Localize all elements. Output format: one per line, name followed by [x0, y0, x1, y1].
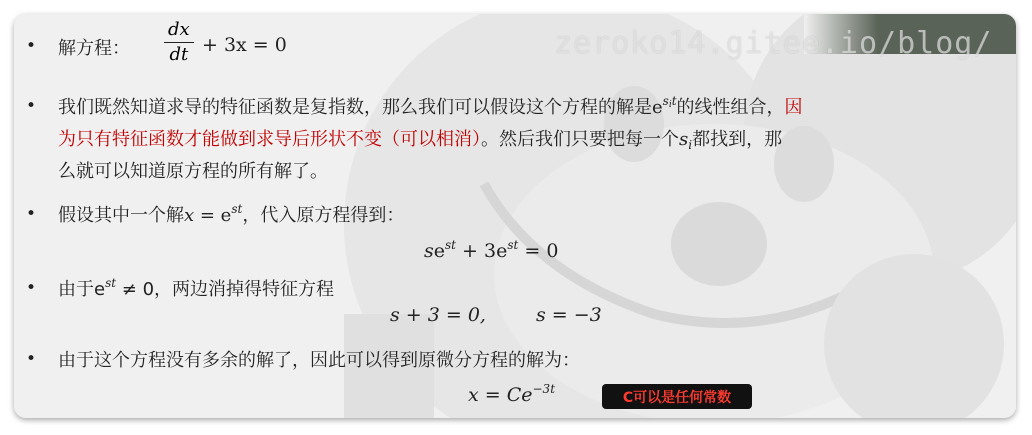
eq1-s: s: [424, 240, 434, 262]
b2-exp-i: i: [668, 100, 672, 110]
bullet-1: •: [26, 36, 37, 56]
slide: [14, 14, 1016, 418]
b2-line2: [58, 125, 782, 151]
b4-sup: st: [105, 276, 117, 290]
bullet-4: •: [26, 278, 37, 298]
b3-sup: st: [231, 202, 243, 216]
equation-3: [468, 384, 555, 406]
b1-fraction: [164, 18, 194, 67]
b2-s-sub: i: [688, 138, 693, 152]
eq3-sup: −3t: [532, 382, 556, 396]
eq1-sup1: st: [445, 238, 456, 252]
b2-line3: 么就可以知道原方程的所有解了。: [58, 161, 328, 182]
b2-line1-mid: 的线性组合，: [676, 97, 785, 118]
equation-1: [424, 240, 558, 262]
b1-equation-rest: + 3x = 0: [202, 34, 287, 56]
b1-label: 解方程：: [58, 38, 130, 59]
b1-denominator: dt: [169, 44, 189, 65]
b2-line1: [58, 93, 803, 119]
b2-exp-s: s: [662, 94, 669, 108]
b5-line: 由于这个方程没有多余的解了，因此可以得到原微分方程的解为：: [58, 350, 580, 371]
b2-line2-red: 为只有特征函数才能做到求导后形状不变（可以相消）: [58, 129, 481, 150]
eq1-e: e: [433, 240, 446, 262]
bullet-3: •: [26, 204, 37, 224]
b2-line1-red: 因: [784, 97, 803, 118]
b4-pre: 由于e: [58, 279, 106, 300]
constant-note-badge: C可以是任何常数: [602, 384, 752, 409]
eq1-mid: + 3e: [456, 240, 508, 262]
eq1-end: = 0: [518, 240, 559, 262]
bullet-2: •: [26, 96, 37, 116]
equation-2-left: s + 3 = 0,: [390, 304, 486, 326]
b4-line: [58, 275, 334, 301]
b2-line1-pre: 我们既然知道求导的特征函数是复指数，那么我们可以假设这个方程的解是: [58, 97, 652, 118]
b2-line2-post: 。然后我们只要把每一个: [481, 129, 679, 150]
b3-x: x: [184, 205, 195, 226]
b3-line: [58, 201, 404, 227]
b2-line2-end: 都找到，那: [692, 129, 783, 150]
b3-eq: = e: [194, 205, 232, 226]
watermark: zeroko14.gitee.io/blog/: [554, 26, 993, 61]
b1-numerator: dx: [164, 18, 194, 43]
b3-post: ，代入原方程得到：: [242, 205, 405, 226]
bullet-5: •: [26, 349, 37, 369]
eq3-lhs: x = Ce: [468, 384, 533, 406]
eq1-sup2: st: [507, 238, 519, 252]
b2-exp-t: t: [671, 94, 677, 108]
b4-ne: ≠ 0，两边消掉得特征方程: [116, 279, 335, 300]
b2-s: s: [679, 129, 689, 150]
b3-pre: 假设其中一个解: [58, 205, 184, 226]
equation-2-right: s = −3: [536, 304, 602, 326]
b2-exp-base: e: [652, 97, 663, 118]
